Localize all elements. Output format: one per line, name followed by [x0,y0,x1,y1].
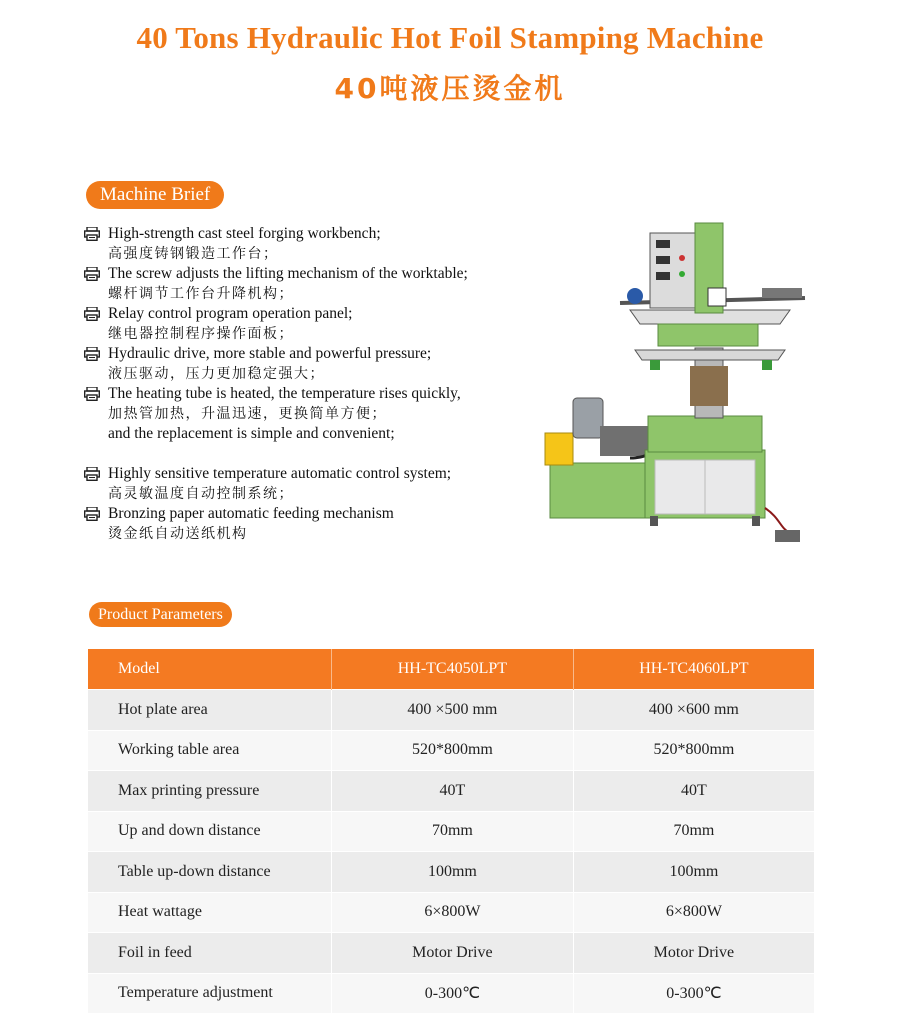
parameter-label: Working table area [88,730,332,771]
parameter-label: Heat wattage [88,892,332,933]
parameter-label: Up and down distance [88,811,332,852]
feature-text-cn: 加热管加热，升温迅速，更换简单方便； [108,406,387,422]
feature-item [84,344,554,384]
feature-item [84,224,554,264]
feature-text-en: High-strength cast steel forging workbench; [108,225,381,242]
feature-text-cn: 高灵敏温度自动控制系统； [108,486,294,502]
feature-text-cn: 液压驱动，压力更加稳定强大； [108,366,325,382]
parameter-value: 70mm [332,811,574,852]
parameter-label: Max printing pressure [88,771,332,812]
feature-text-en: Bronzing paper automatic feeding mechanism [108,505,394,522]
table-row [88,852,814,893]
machine-brief-heading: Machine Brief [86,181,224,209]
feature-item [84,504,554,544]
parameter-label: Foil in feed [88,933,332,974]
table-row [88,730,814,771]
table-row [88,973,814,1013]
parameter-value: Motor Drive [573,933,814,974]
feature-item [84,304,554,344]
table-row [88,892,814,933]
parameter-value: 40T [332,771,574,812]
feature-item [84,464,554,504]
feature-text-en: Highly sensitive temperature automatic control system; [108,465,452,482]
feature-text-en: Relay control program operation panel; [108,305,353,322]
printer-bullet-icon [84,267,100,281]
parameter-value: 520*800mm [332,730,574,771]
parameter-value: 70mm [573,811,814,852]
table-row [88,811,814,852]
feature-text-en: Hydraulic drive, more stable and powerful pressure; [108,345,432,362]
parameter-value: 0-300℃ [332,973,574,1013]
feature-text-en: and the replacement is simple and convenient; [108,425,395,442]
column-header-model: Model [88,649,332,690]
table-row [88,690,814,731]
parameter-label: Hot plate area [88,690,332,731]
printer-bullet-icon [84,307,100,321]
parameter-value: 400 ×600 mm [573,690,814,731]
parameter-value: 6×800W [332,892,574,933]
parameter-value: 400 ×500 mm [332,690,574,731]
parameter-label: Table up-down distance [88,852,332,893]
parameter-value: 0-300℃ [573,973,814,1013]
printer-bullet-icon [84,347,100,361]
column-header-model-1: HH-TC4050LPT [332,649,574,690]
parameter-value: Motor Drive [332,933,574,974]
table-row [88,771,814,812]
feature-text-en: The heating tube is heated, the temperature rises quickly, [108,385,461,402]
feature-text-cn: 继电器控制程序操作面板； [108,326,294,342]
table-header-row [88,649,814,690]
machine-illustration [540,218,820,548]
parameter-value: 40T [573,771,814,812]
printer-bullet-icon [84,467,100,481]
feature-item [84,264,554,304]
feature-item [84,384,554,444]
page-title-cn: 40吨液压烫金机 [334,72,566,105]
parameter-value: 520*800mm [573,730,814,771]
parameter-label: Temperature adjustment [88,973,332,1013]
printer-bullet-icon [84,507,100,521]
column-header-model-2: HH-TC4060LPT [573,649,814,690]
parameter-value: 100mm [332,852,574,893]
feature-text-cn: 高强度铸钢锻造工作台； [108,246,279,262]
page-title-en: 40 Tons Hydraulic Hot Foil Stamping Machine [136,20,764,55]
table-row [88,933,814,974]
printer-bullet-icon [84,387,100,401]
feature-text-en: The screw adjusts the lifting mechanism of the worktable; [108,265,468,282]
product-parameters-heading: Product Parameters [89,602,232,627]
feature-text-cn: 螺杆调节工作台升降机构； [108,286,294,302]
parameter-value: 100mm [573,852,814,893]
parameters-table [88,649,814,1013]
parameter-value: 6×800W [573,892,814,933]
feature-list [84,224,554,544]
printer-bullet-icon [84,227,100,241]
feature-text-cn: 烫金纸自动送纸机构 [108,526,248,542]
